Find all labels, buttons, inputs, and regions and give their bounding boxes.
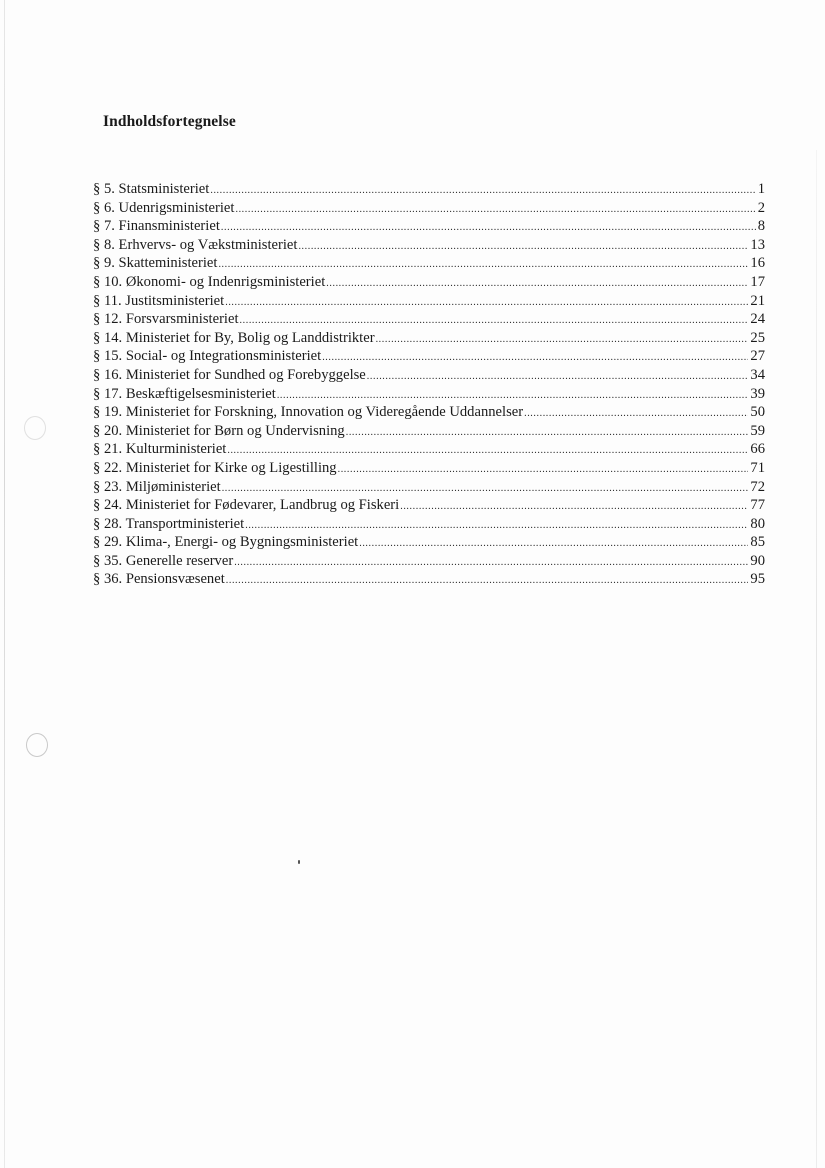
toc-dot-leader [298,238,748,257]
toc-entry-label: § 21. Kulturministeriet [93,441,227,458]
toc-dot-leader [367,368,749,387]
toc-dot-leader [338,461,749,480]
scan-speck [298,860,300,864]
toc-entry-page-number: 21 [750,292,765,309]
toc-entry-page-number: 16 [750,255,765,272]
toc-entry-page-number: 72 [750,478,765,495]
toc-entry [93,533,765,552]
toc-entry-page-number: 95 [750,571,765,588]
toc-entry-page-number: 77 [750,497,765,514]
toc-entry-label: § 9. Skatteministeriet [93,255,218,272]
toc-entry [93,236,765,255]
toc-entry-page-number: 13 [750,236,765,253]
toc-entry-label: § 19. Ministeriet for Forskning, Innovation og Videregående Uddannelser [93,404,524,421]
toc-entry-label: § 23. Miljøministeriet [93,478,221,495]
toc-entry [93,366,765,385]
toc-entry-page-number: 39 [750,385,765,402]
toc-entry-page-number: 25 [750,329,765,346]
toc-entry-label: § 20. Ministeriet for Børn og Undervisning [93,422,345,439]
toc-dot-leader [235,201,755,220]
toc-entry-page-number: 27 [750,348,765,365]
toc-dot-leader [221,219,756,238]
toc-entry [93,180,765,199]
toc-entry [93,199,765,218]
toc-entry-label: § 5. Statsministeriet [93,181,210,197]
toc-dot-leader [346,424,749,443]
toc-entry [93,478,765,497]
toc-entry-label: § 12. Forsvarsministeriet [93,311,239,328]
scan-edge-left [4,0,5,1168]
toc-entry-label: § 35. Generelle reserver [93,552,234,569]
toc-entry-page-number: 85 [750,534,765,551]
toc-entry [93,496,765,515]
toc-entry-page-number: 71 [750,459,765,476]
toc-dot-leader [400,498,748,517]
punch-hole-mark [26,733,48,757]
toc-dot-leader [234,554,748,573]
toc-entry [93,552,765,571]
toc-dot-leader [376,331,749,350]
toc-entry-label: § 6. Udenrigsministeriet [93,199,235,216]
toc-entry-label: § 17. Beskæftigelsesministeriet [93,385,276,402]
toc-entry-label: § 11. Justitsministeriet [93,292,225,309]
toc-dot-leader [225,294,748,313]
toc-entry-page-number: 8 [757,218,765,235]
toc-entry-label: § 24. Ministeriet for Fødevarer, Landbrug og Fiskeri [93,497,400,514]
page-title: Indholdsfortegnelse [103,113,236,130]
toc-entry-page-number: 66 [750,441,765,458]
scan-edge-right [816,150,817,1168]
table-of-contents [93,180,765,589]
toc-entry-page-number: 80 [750,515,765,532]
toc-entry [93,273,765,292]
toc-dot-leader [524,405,748,424]
toc-entry-page-number: 50 [750,404,765,421]
toc-entry [93,403,765,422]
toc-entry-label: § 7. Finansministeriet [93,218,220,235]
toc-entry-label: § 14. Ministeriet for By, Bolig og Landdistrikter [93,329,375,346]
toc-dot-leader [322,349,748,368]
toc-entry [93,459,765,478]
toc-entry [93,422,765,441]
toc-entry-page-number: 34 [750,366,765,383]
toc-dot-leader [326,275,748,294]
toc-entry-label: § 22. Ministeriet for Kirke og Ligestilling [93,459,337,476]
toc-entry [93,329,765,348]
toc-entry [93,310,765,329]
toc-entry [93,254,765,273]
toc-entry-page-number: 2 [757,199,765,216]
toc-entry-label: § 10. Økonomi- og Indenrigsministeriet [93,273,326,290]
toc-entry-page-number: 59 [750,422,765,439]
toc-entry [93,217,765,236]
toc-entry-label: § 28. Transportministeriet [93,515,245,532]
toc-entry-label: § 8. Erhvervs- og Vækstministeriet [93,236,298,253]
toc-entry [93,570,765,589]
toc-entry-page-number: 24 [750,311,765,328]
toc-entry [93,385,765,404]
toc-entry [93,515,765,534]
toc-entry-label: § 15. Social- og Integrationsministeriet [93,348,322,365]
toc-entry-label: § 36. Pensionsvæsenet [93,571,225,588]
toc-entry-label: § 29. Klima-, Energi- og Bygningsministeriet [93,534,359,551]
punch-hole-mark [24,416,46,440]
toc-entry-page-number: 90 [750,552,765,569]
toc-entry-page-number: 17 [750,273,765,290]
toc-entry-page-number: 1 [757,181,765,197]
toc-entry [93,292,765,311]
toc-dot-leader [359,535,748,554]
toc-entry [93,440,765,459]
toc-entry [93,347,765,366]
toc-dot-leader [226,572,749,591]
toc-dot-leader [210,182,755,201]
toc-entry-label: § 16. Ministeriet for Sundhed og Forebyggelse [93,366,366,383]
